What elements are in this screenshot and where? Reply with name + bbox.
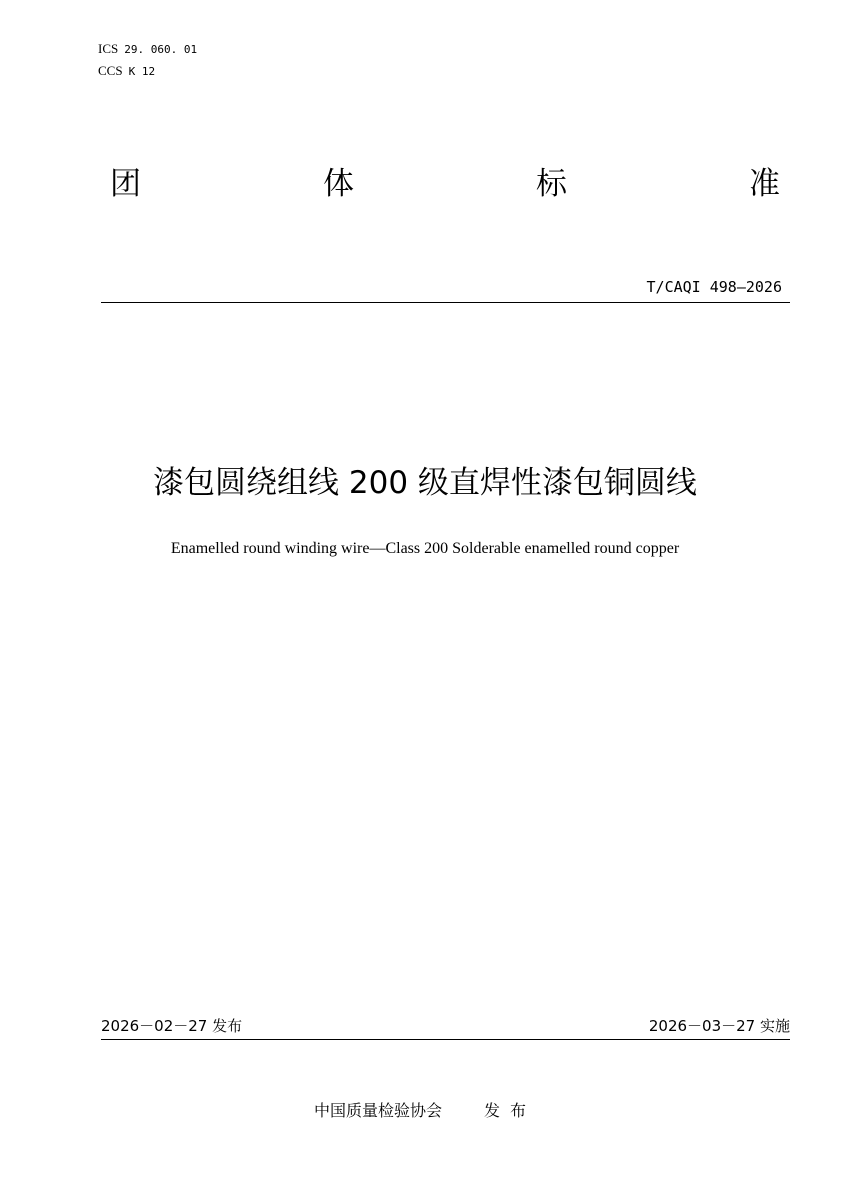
- publication-date: 2026－02－27 发布: [101, 1017, 243, 1035]
- publisher-line: [0, 1100, 850, 1122]
- standard-type-char: 准: [749, 166, 780, 202]
- title-english: Enamelled round winding wire—Class 200 Solderable enamelled round copper: [170, 540, 680, 557]
- ics-code: [98, 42, 197, 57]
- standard-number: T/CAQI 498—2026: [646, 278, 782, 296]
- ccs-label: CCS: [98, 63, 123, 78]
- standard-type-heading: [110, 166, 780, 202]
- publisher-action: 发布: [484, 1101, 537, 1120]
- standard-type-char: 标: [536, 166, 567, 202]
- ccs-value: K 12: [128, 65, 156, 78]
- ics-value: 29. 060. 01: [124, 43, 198, 56]
- publisher-name: 中国质量检验协会: [313, 1101, 442, 1120]
- title-chinese: 漆包圆绕组线 200 级直焊性漆包铜圆线: [153, 465, 697, 501]
- bottom-divider: [101, 1039, 790, 1040]
- ics-label: ICS: [98, 41, 119, 56]
- implementation-date: 2026－03－27 实施: [648, 1017, 790, 1035]
- top-divider: [101, 302, 790, 303]
- ccs-code: [98, 64, 155, 79]
- standard-type-char: 团: [110, 166, 141, 202]
- standard-type-char: 体: [323, 166, 354, 202]
